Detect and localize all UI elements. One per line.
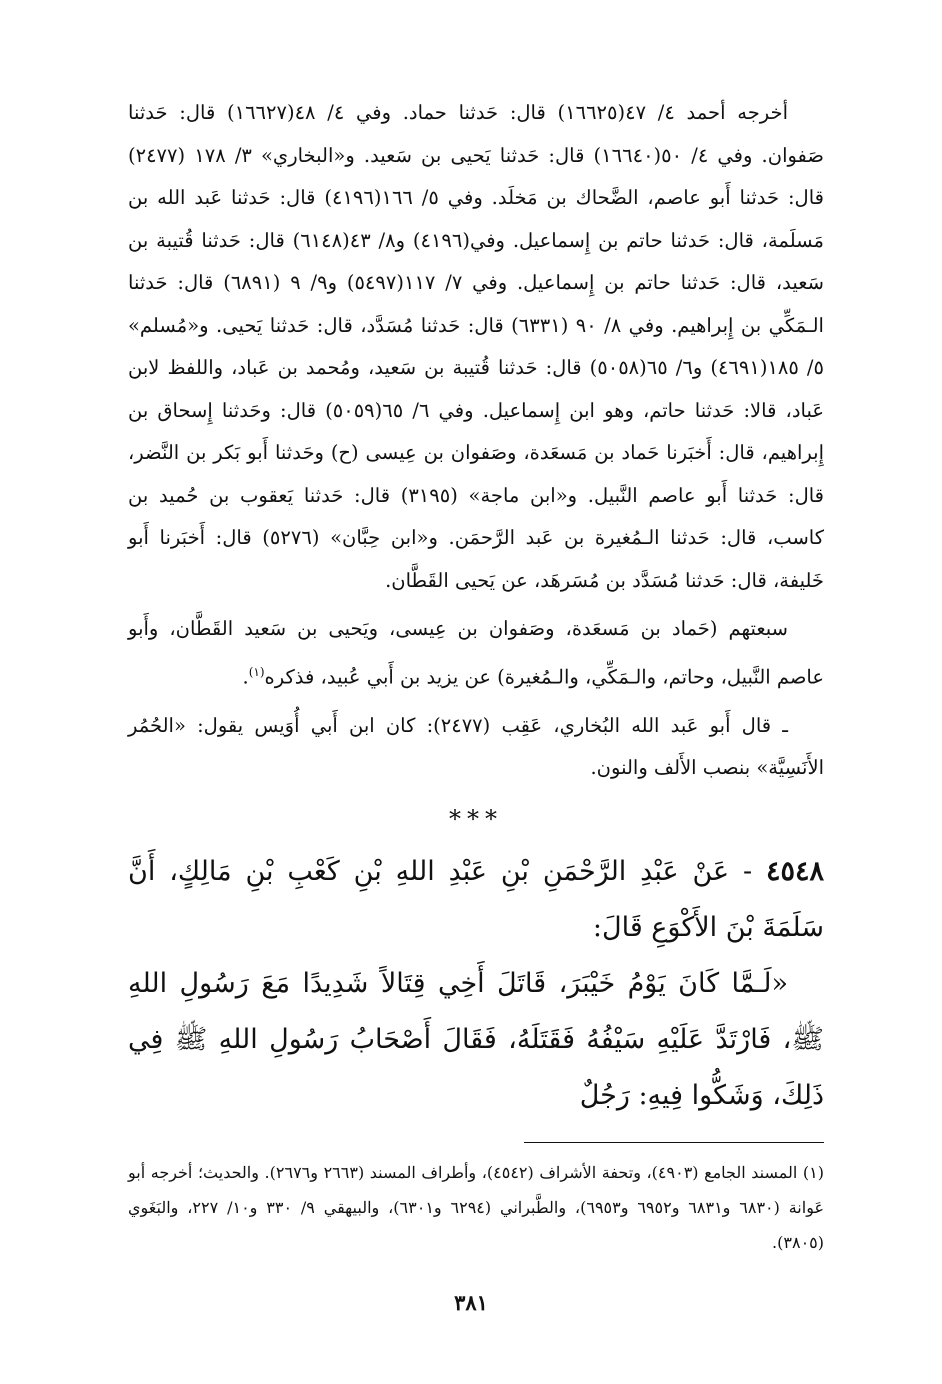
footnote-divider: [524, 1142, 824, 1143]
matn-line: «لَـمَّا كَانَ يَوْمُ خَيْبَرَ، قَاتَلَ أَخِي قِتَالاً شَدِيدًا مَعَ رَسُولِ اللهِ ﷺ، فَارْتَدَّ: [128, 967, 824, 1055]
text-line: «الحُمُر الأَنَسِيَّة» بنصب الأَلف والنون.: [128, 713, 824, 779]
text-line: وفي ٦/ ٦٥(٥٠٥٩) قال: وحَدثنا إِسحاق بن إِبراهيم، قال: أَخبَرنا حَماد بن مَسعَدة،: [128, 398, 824, 464]
text-line: حَدثنا صَفوان. وفي ٤/ ٥٠(١٦٦٤٠) قال: حَدثنا يَحيى بن سَعيد. و«البخاري» ٣/ ١٧٨: [128, 101, 824, 167]
text-line: سبعتهم (حَماد بن مَسعَدة، وصَفوان بن عِيسى، ويَحيى بن سَعيد القَطَّان، وأَبو: [128, 617, 788, 640]
bukhari-note-paragraph: [128, 705, 824, 790]
text-line: قال: حَدثنا يَحيى. و«مُسلم» ٥/ ١٨٥(٤٦٩١) و٦/ ٦٥(٥٠٥٨) قال: حَدثنا قُتيبة بن: [128, 313, 824, 379]
summary-paragraph: [128, 608, 824, 699]
text-line: حَدثنا قُتيبة بن سَعيد، قال: حَدثنا حاتم بن إِسماعيل. وفي ٧/ ١١٧(٥٤٩٧) و٩/ ٩: [128, 228, 824, 294]
hadith-number: ٤٥٤٨: [765, 855, 824, 887]
text-line: أخرجه أحمد ٤/ ٤٧(١٦٦٢٥) قال: حَدثنا حماد. وفي ٤/ ٤٨(١٦٦٢٧) قال:: [179, 101, 788, 124]
footnotes: [128, 1155, 824, 1260]
text-line: و«ابن ماجة» (٣١٩٥) قال: حَدثنا يَعقوب بن حُميد بن كاسب، قال: حَدثنا الـمُغيرة بن: [128, 483, 825, 549]
text-line: عاصم النَّبيل، وحاتم، والـمَكِّي، والـمُغيرة) عن يزيد بن أَبي عُبيد، فذكره: [264, 665, 824, 688]
matn-line: عَلَيْهِ سَيْفُهُ فَقَتَلَهُ، فَقَالَ أَصْحَابُ رَسُولِ اللهِ ﷺ فِي ذَلِكَ، وَشَكُّوا فِيهِ: رَجُلٌ: [128, 1023, 824, 1111]
text-line: وصَفوان بن عِيسى (ح) وحَدثنا أَبو بَكر بن النَّضر، قال: حَدثنا أَبو عاصم النَّبيل.: [128, 441, 825, 507]
footnote-line: والحديث؛ أخرجه أبو عَوانة (٦٨٣٠ و٦٨٣١ و٦٩٥٢ و٦٩٥٣)، والطَّبراني (٦٢٩٤ و٦٣٠١)،: [128, 1162, 825, 1217]
isnad-text: عَنْ عَبْدِ الرَّحْمَنِ بْنِ عَبْدِ اللهِ بْنِ كَعْبِ بْنِ مَالِكٍ، أَنَّ سَلَمَةَ بْنَ الأَكْوَعِ قَالَ:: [128, 855, 824, 943]
text-line: عَبد الرَّحمَن. و«ابن حِبَّان» (٥٢٧٦) قال: أَخبَرنا أَبو خَليفة، قال: حَدثنا مُسَدَّد بن: [128, 526, 824, 592]
page-number: ٣٨١: [454, 1290, 488, 1315]
hadith-isnad: [128, 844, 824, 956]
text-line: عَبد الله بن مَسلَمة، قال: حَدثنا حاتم بن إِسماعيل. وفي(٤١٩٦) و٨/ ٤٣(٦١٤٨) قال:: [128, 186, 824, 252]
hadith-dash: -: [729, 855, 766, 887]
takhrij-paragraph: [128, 92, 824, 602]
footnote-line: والبيهقي ٩/ ٣٣٠ و١٠/ ٢٢٧، والبَغَوي (٣٨٠٥).: [128, 1197, 824, 1252]
text-line: مُسَرهَد، عن يَحيى القَطَّان.: [385, 568, 600, 592]
text-line: ـ قال أَبو عَبد الله البُخاري، عَقِب (٢٤٧٧): كان ابن أَبي أُوَيس يقول:: [197, 713, 788, 737]
hadith-matn: [128, 956, 824, 1124]
text-line: (٢٤٧٧) قال: حَدثنا أَبو عاصم، الضَّحاك بن مَخلَد. وفي ٥/ ١٦٦(٤١٩٦) قال: حَدثنا: [128, 143, 824, 209]
text-line: سَعيد، ومُحمد بن عَباد، واللفظ لابن عَباد، قالا: حَدثنا حاتم، وهو ابن إِسماعيل.: [128, 356, 824, 422]
text-line: (٦٨٩١) قال: حَدثنا الـمَكِّي بن إِبراهيم. وفي ٨/ ٩٠ (٦٣٣١) قال: حَدثنا مُسَدَّد،: [128, 271, 824, 337]
section-separator: ***: [449, 804, 503, 833]
footnote-line: (١) المسند الجامع (٤٩٠٣)، وتحفة الأشراف (٤٥٤٢)، وأطراف المسند (٢٦٦٣ و٢٦٧٦).: [264, 1162, 825, 1182]
sentence-end: .: [242, 665, 249, 688]
footnote-marker[interactable]: (١): [248, 664, 265, 679]
